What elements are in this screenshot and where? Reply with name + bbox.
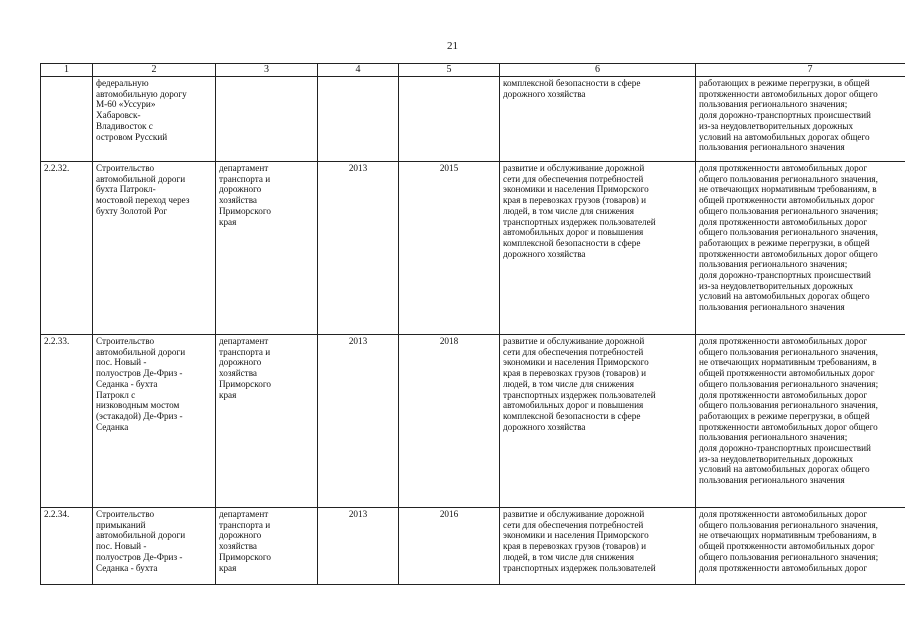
- column-header: 4: [318, 64, 399, 77]
- table-header-row: [41, 64, 905, 77]
- end-year: [399, 77, 500, 162]
- column-header: 6: [500, 64, 696, 77]
- item-name: федеральную автомобильную дорогу М-60 «Уссури» Хабаровск- Владивосток с островом Русский: [93, 77, 216, 162]
- end-year: 2016: [399, 508, 500, 585]
- table-row: [41, 162, 905, 335]
- goal-text: комплексной безопасности в сфере дорожного хозяйства: [500, 77, 696, 162]
- item-name: Строительство автомобильной дороги бухта Патрокл- мостовой переход через бухту Золотой Рог: [93, 162, 216, 335]
- indicators-text: работающих в режиме перегрузки, в общей протяженности автомобильных дорог общего пользования регионального значения; доля дорожно-транспортных происшествий из-за неудовлетворительных дорожных условий на автомобильных дорогах общего пользования регионального значения: [696, 77, 905, 162]
- column-header: 1: [41, 64, 93, 77]
- responsible-department: [216, 77, 318, 162]
- item-name: Строительство примыканий автомобильной дороги пос. Новый - полуостров Де-Фриз - Седанка - бухта: [93, 508, 216, 585]
- goal-text: развитие и обслуживание дорожной сети для обеспечения потребностей экономики и населения Приморского края в перевозках грузов (товаров) и людей, в том числе для снижения транспортных издержек пользователей автомобильных дорог и повышения комплексной безопасности в сфере дорожного хозяйства: [500, 335, 696, 508]
- start-year: 2013: [318, 162, 399, 335]
- column-header: 2: [93, 64, 216, 77]
- page-number: 21: [447, 40, 458, 52]
- indicators-text: доля протяженности автомобильных дорог общего пользования регионального значения, не отвечающих нормативным требованиям, в общей протяженности автомобильных дорог общего пользования регионального значения; доля протяженности автомобильных дорог: [696, 508, 905, 585]
- goal-text: развитие и обслуживание дорожной сети для обеспечения потребностей экономики и населения Приморского края в перевозках грузов (товаров) и людей, в том числе для снижения транспортных издержек пользователей автомобильных дорог и повышения комплексной безопасности в сфере дорожного хозяйства: [500, 162, 696, 335]
- table-row: [41, 335, 905, 508]
- indicators-text: доля протяженности автомобильных дорог общего пользования регионального значения, не отвечающих нормативным требованиям, в общей протяженности автомобильных дорог общего пользования регионального значения; доля протяженности автомобильных дорог общего пользования регионального значения, работающих в режиме перегрузки, в общей протяженности автомобильных дорог общего пользования регионального значения; доля дорожно-транспортных происшествий из-за неудовлетворительных дорожных условий на автомобильных дорогах общего пользования регионального значения: [696, 162, 905, 335]
- item-number: 2.2.33.: [41, 335, 93, 508]
- goal-text: развитие и обслуживание дорожной сети для обеспечения потребностей экономики и населения Приморского края в перевозках грузов (товаров) и людей, в том числе для снижения транспортных издержек пользователей: [500, 508, 696, 585]
- start-year: [318, 77, 399, 162]
- responsible-department: департамент транспорта и дорожного хозяйства Приморского края: [216, 335, 318, 508]
- table-row: [41, 77, 905, 162]
- item-name: Строительство автомобильной дороги пос. Новый - полуостров Де-Фриз - Седанка - бухта Патрокл с низководным мостом (эстакадой) Де-Фриз - Седанка: [93, 335, 216, 508]
- column-header: 7: [696, 64, 905, 77]
- indicators-text: доля протяженности автомобильных дорог общего пользования регионального значения, не отвечающих нормативным требованиям, в общей протяженности автомобильных дорог общего пользования регионального значения; доля протяженности автомобильных дорог общего пользования регионального значения, работающих в режиме перегрузки, в общей протяженности автомобильных дорог общего пользования регионального значения; доля дорожно-транспортных происшествий из-за неудовлетворительных дорожных условий на автомобильных дорогах общего пользования регионального значения: [696, 335, 905, 508]
- item-number: 2.2.34.: [41, 508, 93, 585]
- start-year: 2013: [318, 335, 399, 508]
- end-year: 2015: [399, 162, 500, 335]
- start-year: 2013: [318, 508, 399, 585]
- item-number: [41, 77, 93, 162]
- column-header: 5: [399, 64, 500, 77]
- table-row: [41, 508, 905, 585]
- responsible-department: департамент транспорта и дорожного хозяйства Приморского края: [216, 162, 318, 335]
- item-number: 2.2.32.: [41, 162, 93, 335]
- responsible-department: департамент транспорта и дорожного хозяйства Приморского края: [216, 508, 318, 585]
- column-header: 3: [216, 64, 318, 77]
- end-year: 2018: [399, 335, 500, 508]
- program-table: [40, 63, 905, 585]
